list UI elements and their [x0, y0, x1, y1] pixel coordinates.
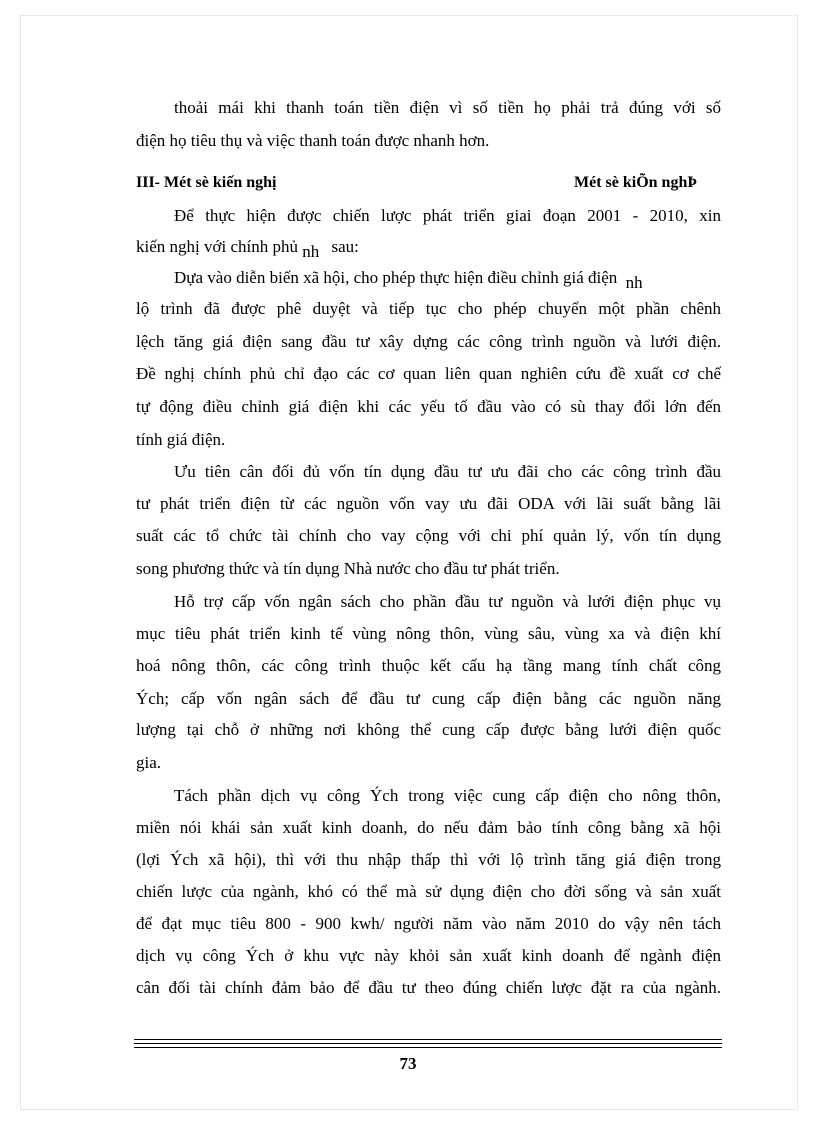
section-heading-duplicate: Mét sè kiÕn nghÞ — [574, 174, 698, 191]
body-line: Hỗ trợ cấp vốn ngân sách cho phần đầu tư nguồn và lưới điện phục vụ — [174, 592, 721, 611]
nh-fragment: nh — [625, 273, 643, 292]
body-line — [136, 268, 721, 292]
body-line: lệch tăng giá điện sang đầu tư xây dựng các công trình nguồn và lưới điện. — [136, 332, 721, 351]
body-line: lượng tại chỗ ở những nơi không thể cung cấp được bằng lưới điện quốc — [136, 720, 721, 739]
body-line: để đạt mục tiêu 800 - 900 kwh/ người năm vào năm 2010 do vậy nên tách — [136, 914, 721, 933]
body-line: Tách phần dịch vụ công Ých trong việc cung cấp điện cho nông thôn, — [174, 786, 721, 805]
body-line: điện họ tiêu thụ và việc thanh toán được nhanh hơn. — [136, 131, 490, 150]
body-line: tự động điều chỉnh giá điện khi các yếu tố đầu vào có sù thay đổi lớn đến — [136, 397, 721, 416]
body-text: Dựa vào diễn biến xã hội, cho phép thực hiện điều chỉnh giá điện — [174, 268, 618, 287]
body-line: Ưu tiên cân đối đủ vốn tín dụng đầu tư ưu đãi cho các công trình đầu — [174, 462, 721, 481]
body-line: Để thực hiện được chiến lược phát triển giai đoạn 2001 - 2010, xin — [174, 206, 721, 225]
body-text: kiến nghị với chính phủ — [136, 237, 298, 256]
footer-rule — [134, 1039, 722, 1040]
body-line: mục tiêu phát triển kinh tế vùng nông thôn, vùng sâu, vùng xa và điện khí — [136, 624, 721, 643]
body-line: tư phát triển điện từ các nguồn vốn vay ưu đãi ODA với lãi suất bằng lãi — [136, 494, 721, 513]
section-heading: III- Mét sè kiến nghị — [136, 174, 277, 191]
body-line: song phương thức và tín dụng Nhà nước cho đầu tư phát triển. — [136, 559, 560, 578]
footer-rule — [134, 1047, 722, 1048]
footer-rule — [134, 1043, 722, 1044]
body-text: sau: — [331, 237, 359, 256]
body-line: tính giá điện. — [136, 430, 226, 449]
body-line: suất các tổ chức tài chính cho vay cộng với chi phí quản lý, vốn tín dụng — [136, 526, 721, 545]
body-line: Ých; cấp vốn ngân sách để đầu tư cung cấp điện bằng các nguồn năng — [136, 689, 721, 708]
body-line: cân đối tài chính đảm bảo để đầu tư theo đúng chiến lược đặt ra của ngành. — [136, 978, 721, 997]
body-line: lộ trình đã được phê duyệt và tiếp tục cho phép chuyển một phần chênh — [136, 299, 721, 318]
body-line — [136, 237, 721, 261]
body-line: gia. — [136, 753, 162, 772]
body-line: chiến lược của ngành, khó có thể mà sử dụng điện cho đời sống và sản xuất — [136, 882, 721, 901]
body-line: dịch vụ công Ých ở khu vực này khỏi sản xuất kinh doanh để ngành điện — [136, 946, 721, 965]
nh-fragment: nh — [302, 242, 320, 261]
body-line: (lợi Ých xã hội), thì với thu nhập thấp thì với lộ trình tăng giá điện trong — [136, 850, 721, 869]
body-line: Đề nghị chính phủ chỉ đạo các cơ quan liên quan nghiên cứu đề xuất cơ chế — [136, 364, 721, 383]
body-line: thoải mái khi thanh toán tiền điện vì số tiền họ phải trả đúng với số — [174, 98, 721, 117]
body-line: hoá nông thôn, các công trình thuộc kết cấu hạ tầng mang tính chất công — [136, 656, 721, 675]
body-line: miền nói khái sản xuất kinh doanh, do nếu đảm bảo tính công bằng xã hội — [136, 818, 721, 837]
page-number: 73 — [399, 1054, 417, 1073]
